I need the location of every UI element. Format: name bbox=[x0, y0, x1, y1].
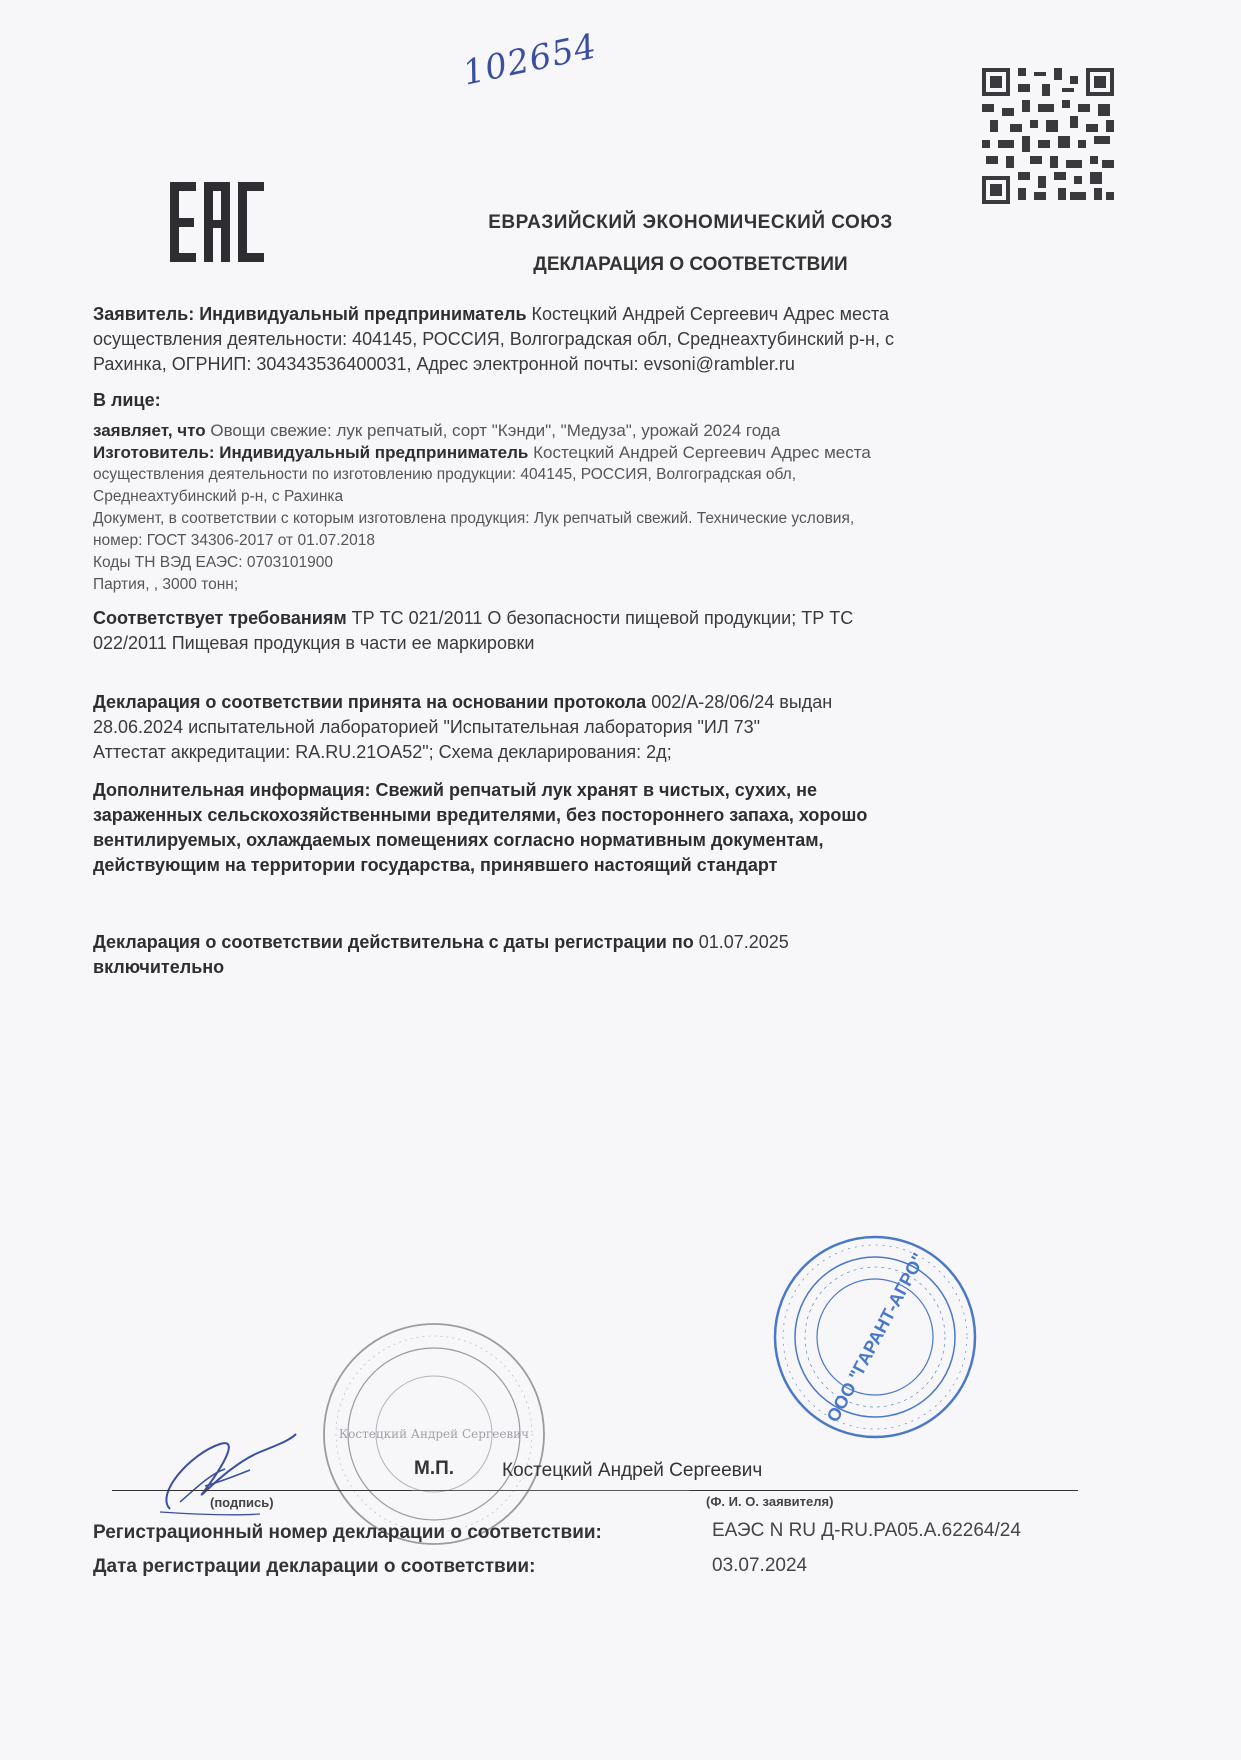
reg-date-value: 03.07.2024 bbox=[712, 1555, 808, 1576]
name-line bbox=[690, 1490, 1078, 1491]
reg-number-value: ЕАЭС N RU Д-RU.РА05.А.62264/24 bbox=[712, 1520, 1021, 1541]
applicant-name: Костецкий Андрей Сергеевич bbox=[502, 1460, 763, 1481]
validity-block: Декларация о соответствии действительна с даты регистрации по 01.07.2025 включительно bbox=[93, 932, 789, 977]
signature-caption: (подпись) bbox=[210, 1495, 274, 1510]
middle-line bbox=[412, 1490, 690, 1491]
product-block: заявляет, что Овощи свежие: лук репчатый, сорт "Кэнди", "Медуза", урожай 2024 года Изготовитель: Индивидуальный предприниматель Костецкий Андрей Сергеевич Адрес места осуществления деятельности по изготовлению продукции: 404145, РОССИЯ, Волгоградская обл, Среднеахтубинский р-н, с Рахинка Документ, в соответствии с которым изготовлена продукция: Лук репчатый свежий. Технические условия, номер: ГОСТ 34306-2017 от 01.07.2018 Коды ТН ВЭД ЕАЭС: 0703101900 Партия, , 3000 тонн; bbox=[93, 421, 871, 593]
qr-code-icon bbox=[982, 68, 1114, 204]
requirements-block: Соответствует требованиям ТР ТС 021/2011 О безопасности пищевой продукции; ТР ТС 022/2011 Пищевая продукция в части ее маркировки bbox=[93, 608, 854, 653]
company-round-stamp bbox=[770, 1232, 980, 1442]
reg-date-label: Дата регистрации декларации о соответствии: bbox=[93, 1556, 536, 1577]
applicant-block: Заявитель: Индивидуальный предприниматель Костецкий Андрей Сергеевич Адрес места осуществления деятельности: 404145, РОССИЯ, Волгоградская обл, Среднеахтубинский р-н, с Рахинка, ОГРНИП: 304343536400031, Адрес электронной почты: evsoni@rambler.ru bbox=[93, 304, 894, 374]
handwritten-number: 102654 bbox=[459, 26, 601, 94]
in-person-label: В лице: bbox=[93, 390, 161, 410]
basis-block: Декларация о соответствии принята на основании протокола 002/А-28/06/24 выдан 28.06.2024 испытательной лабораторией "Испытательная лаборатория "ИЛ 73" Аттестат аккредитации: RA.RU.21OA52"; Схема декларирования: 2д; bbox=[93, 692, 833, 762]
personal-stamp bbox=[318, 1318, 550, 1550]
declaration-title: ДЕКЛАРАЦИЯ О СООТВЕТСТВИИ bbox=[533, 254, 848, 275]
fio-caption: (Ф. И. О. заявителя) bbox=[706, 1494, 834, 1509]
personal-stamp-text: Костецкий Андрей Сергеевич bbox=[338, 1427, 530, 1441]
round-stamp-text: ООО "ГАРАНТ-АГРО" bbox=[822, 1249, 929, 1426]
reg-number-label: Регистрационный номер декларации о соответствии: bbox=[93, 1522, 602, 1543]
signature-line bbox=[112, 1490, 412, 1491]
additional-info-block: Дополнительная информация: Свежий репчатый лук хранят в чистых, сухих, не зараженных сельскохозяйственными вредителями, без постороннего запаха, хорошо вентилируемых, охлаждаемых помещениях согласно нормативным документам, действующим на территории государства, принявшего настоящий стандарт bbox=[93, 780, 868, 875]
mp-label: М.П. bbox=[414, 1458, 455, 1479]
union-title: ЕВРАЗИЙСКИЙ ЭКОНОМИЧЕСКИЙ СОЮЗ bbox=[488, 212, 893, 233]
